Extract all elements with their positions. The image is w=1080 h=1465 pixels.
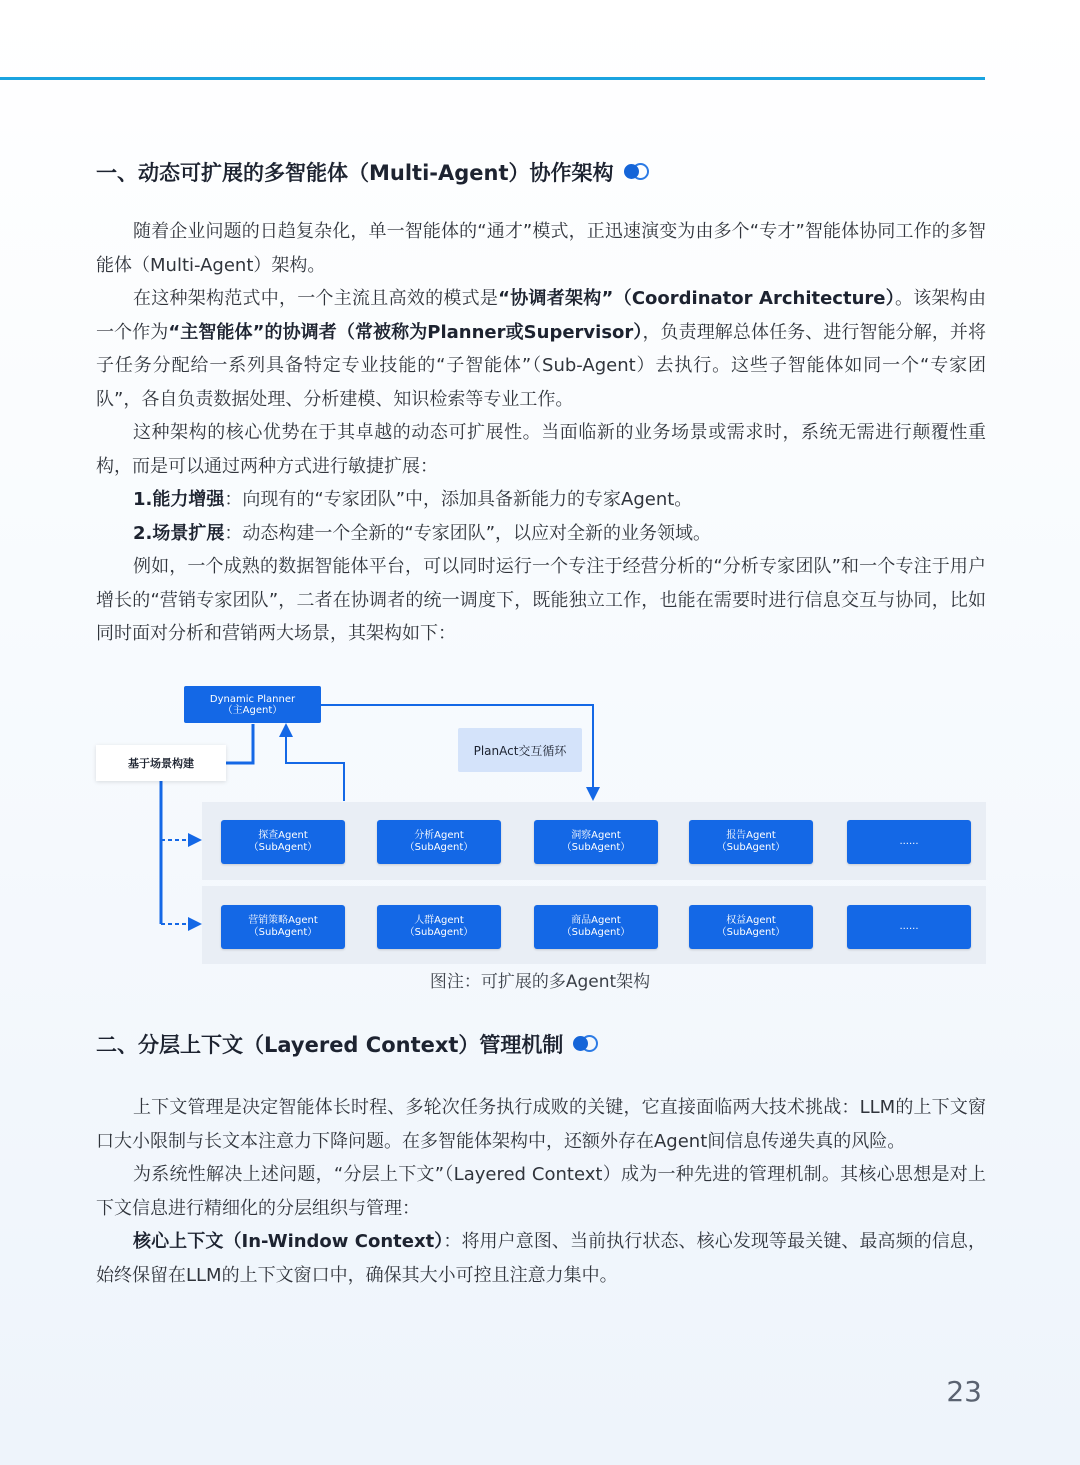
page-number: 23 (946, 1375, 982, 1408)
paragraph: 在这种架构范式中，一个主流且高效的模式是“协调者架构”（Coordinator Architecture）。该架构由一个作为“主智能体”的协调者（常被称为Planner或Supervisor），负责理解总体任务、进行智能分解，并将子任务分配给一系列具备特定专业技能的“子智能体”（Sub-Agent）去执行。这些子智能体如同一个“专家团队”，各自负责数据处理、分析建模、知识检索等专业工作。 (96, 288, 987, 410)
agent-box-more: ...... (847, 820, 971, 864)
agent-box: 营销策略Agent （SubAgent） (221, 905, 345, 949)
paragraph: 核心上下文（In-Window Context）：将用户意图、当前执行状态、核心发现等最关键、最高频的信息，始终保留在LLM的上下文窗口中，确保其大小可控且注意力集中。 (96, 1231, 986, 1286)
figure-caption: 图注：可扩展的多Agent架构 (429, 972, 651, 992)
agent-box: 分析Agent （SubAgent） (377, 820, 501, 864)
agent-box: 报告Agent （SubAgent） (689, 820, 813, 864)
toggle-icon (573, 1035, 601, 1053)
list-item: 1.能力增强：向现有的“专家团队”中，添加具备新能力的专家Agent。 (133, 489, 693, 510)
paragraph: 例如，一个成熟的数据智能体平台，可以同时运行一个专注于经营分析的“分析专家团队”和一个专注于用户增长的“营销专家团队”，二者在协调者的统一调度下，既能独立工作，也能在需要时进行信息交互与协同，比如同时面对分析和营销两大场景，其架构如下： (96, 556, 986, 644)
agent-box: 洞察Agent （SubAgent） (534, 820, 658, 864)
toggle-icon (624, 163, 652, 181)
agent-box-more: ...... (847, 905, 971, 949)
architecture-diagram (96, 683, 986, 963)
scene-build-box: 基于场景构建 (96, 745, 226, 781)
list-item: 2.场景扩展：动态构建一个全新的“专家团队”，以应对全新的业务领域。 (133, 522, 712, 544)
section-2-title: 二、分层上下文（Layered Context）管理机制 (96, 1033, 564, 1057)
dynamic-planner-box: Dynamic Planner （主Agent） (184, 686, 321, 723)
paragraph: 上下文管理是决定智能体长时程、多轮次任务执行成败的关键，它直接面临两大技术挑战：LLM的上下文窗口大小限制与长文本注意力下降问题。在多智能体架构中，还额外存在Agent间信息传递失真的风险。 (96, 1097, 986, 1152)
planact-loop-box: PlanAct交互循环 (458, 728, 582, 772)
paragraph: 随着企业问题的日趋复杂化，单一智能体的“通才”模式，正迅速演变为由多个“专才”智能体协同工作的多智能体（Multi-Agent）架构。 (96, 221, 986, 276)
section-1-heading (96, 157, 652, 187)
section-1-body (96, 215, 986, 651)
paragraph: 这种架构的核心优势在于其卓越的动态可扩展性。当面临新的业务场景或需求时，系统无需进行颠覆性重构，而是可以通过两种方式进行敏捷扩展： (96, 422, 986, 477)
paragraph: 为系统性解决上述问题，“分层上下文”（Layered Context）成为一种先进的管理机制。其核心思想是对上下文信息进行精细化的分层组织与管理： (96, 1164, 986, 1219)
section-1-title: 一、动态可扩展的多智能体（Multi-Agent）协作架构 (96, 161, 614, 185)
section-2-body (96, 1091, 986, 1292)
agent-box: 人群Agent （SubAgent） (377, 905, 501, 949)
section-2-heading (96, 1029, 601, 1059)
agent-box: 商品Agent （SubAgent） (534, 905, 658, 949)
agent-box: 权益Agent （SubAgent） (689, 905, 813, 949)
top-divider (0, 77, 985, 80)
agent-box: 探查Agent （SubAgent） (221, 820, 345, 864)
